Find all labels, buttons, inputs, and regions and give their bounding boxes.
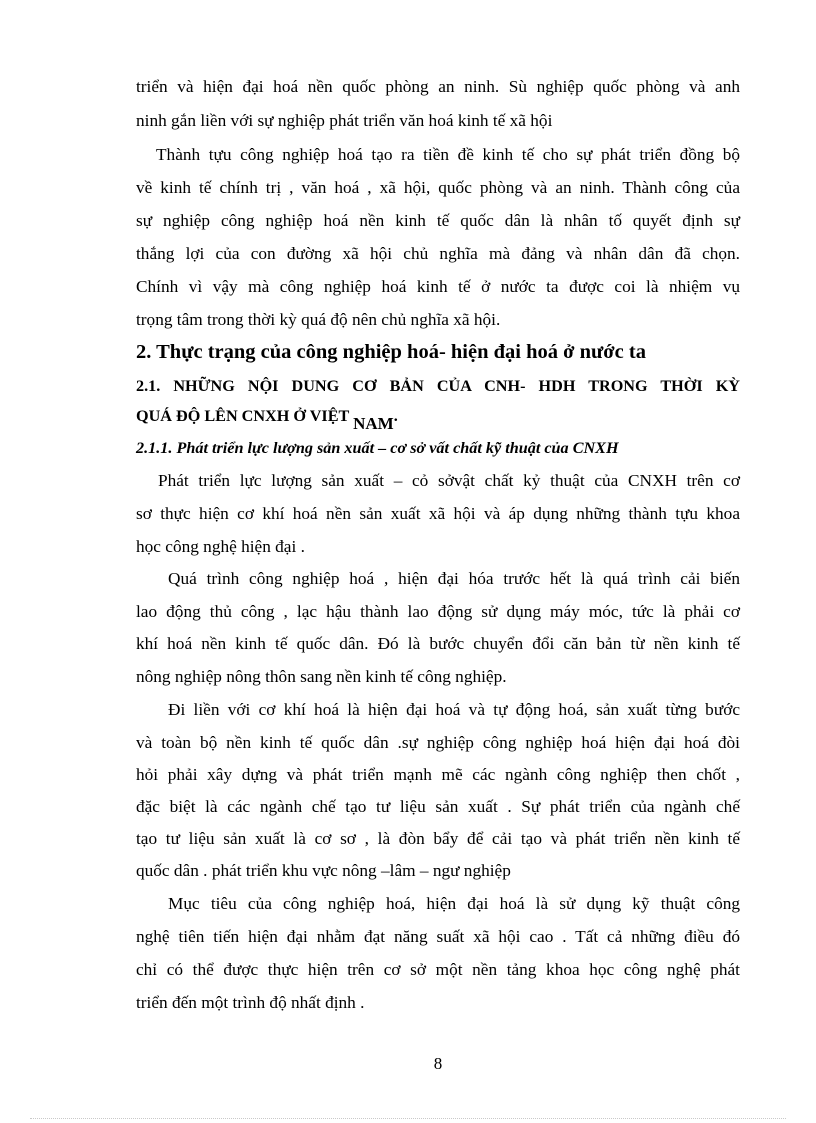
text-line: Phát triển lực lượng sản xuất – cỏ sởvật chất kỷ thuật của CNXH trên cơ bbox=[158, 471, 740, 490]
text-line: hỏi phải xây dựng và phát triển mạnh mẽ các ngành công nghiệp then chốt , bbox=[136, 765, 740, 784]
text-line: triển đến một trình độ nhất định . bbox=[136, 993, 365, 1012]
text-line: về kinh tế chính trị , văn hoá , xã hội, quốc phòng và an ninh. Thành công của bbox=[136, 178, 740, 197]
text-line: học công nghệ hiện đại . bbox=[136, 537, 305, 556]
text-line: sự nghiệp công nghiệp hoá nền kinh tế quốc dân là nhân tố quyết định sự bbox=[136, 211, 740, 230]
text-line: thắng lợi của con đường xã hội chủ nghĩa mà đảng và nhân dân đã chọn. bbox=[136, 244, 740, 263]
subsubsection-heading: 2.1.1. Phát triển lực lượng sản xuất – cơ sở vất chất kỹ thuật của CNXH bbox=[136, 439, 619, 457]
text-line: Thành tựu công nghiệp hoá tạo ra tiền đề kinh tế cho sự phát triển đồng bộ bbox=[156, 145, 740, 164]
text-line: sơ thực hiện cơ khí hoá nền sản xuất xã hội và áp dụng những thành tựu khoa bbox=[136, 504, 740, 523]
text-line: Mục tiêu của công nghiệp hoá, hiện đại hoá là sử dụng kỹ thuật công bbox=[168, 894, 740, 913]
text-line: khí hoá nền kinh tế quốc dân. Đó là bước chuyển đổi căn bản từ nền kinh tế bbox=[136, 634, 740, 653]
text-line: nghệ tiên tiến hiện đại nhằm đạt năng suất xã hội cao . Tất cả những điều đó bbox=[136, 927, 740, 946]
section-heading: 2. Thực trạng của công nghiệp hoá- hiện đại hoá ở nước ta bbox=[136, 341, 646, 363]
text-line: triển và hiện đại hoá nền quốc phòng an ninh. Sù nghiệp quốc phòng và anh bbox=[136, 77, 740, 96]
text-line: Đi liền với cơ khí hoá là hiện đại hoá và tự động hoá, sản xuất từng bước bbox=[168, 700, 740, 719]
heading-period: . bbox=[393, 407, 398, 425]
text-line: và toàn bộ nền kinh tế quốc dân .sự nghiệp công nghiệp hoá hiện đại hoá đòi bbox=[136, 733, 740, 752]
text-line: tạo tư liệu sản xuất là cơ sơ , là đòn bẩy để cải tạo và phát triển nền kinh tế bbox=[136, 829, 740, 848]
text-line: trọng tâm trong thời kỳ quá độ nên chủ nghĩa xã hội. bbox=[136, 310, 501, 329]
text-line: nông nghiệp nông thôn sang nền kinh tế công nghiệp. bbox=[136, 667, 507, 686]
text-line: đặc biệt là các ngành chế tạo tư liệu sản xuất . Sự phát triển của ngành chế bbox=[136, 797, 740, 816]
text-line: Quá trình công nghiệp hoá , hiện đại hóa trước hết là quá trình cải biến bbox=[168, 569, 740, 588]
text-line: lao động thủ công , lạc hậu thành lao động sử dụng máy móc, tức là phải cơ bbox=[136, 602, 740, 621]
heading-subscript-text: NAM bbox=[353, 414, 394, 433]
text-line: quốc dân . phát triển khu vực nông –lâm – ngư nghiệp bbox=[136, 861, 511, 880]
heading-text: QUÁ ĐỘ LÊN CNXH Ở VIỆT bbox=[136, 407, 354, 425]
page-number: 8 bbox=[433, 1054, 443, 1073]
subsection-heading-line bbox=[136, 405, 740, 433]
text-line: Chính vì vậy mà công nghiệp hoá kinh tế ở nước ta được coi là nhiệm vụ bbox=[136, 277, 740, 296]
text-line: chỉ có thể được thực hiện trên cơ sở một nền tảng khoa học công nghệ phát bbox=[136, 960, 740, 979]
subsection-heading-line: 2.1. NHỮNG NỘI DUNG CƠ BẢN CỦA CNH- HDH TRONG THỜI KỲ bbox=[136, 377, 740, 395]
text-line: ninh gắn liền với sự nghiệp phát triển văn hoá kinh tế xã hội bbox=[136, 111, 553, 130]
footer-divider bbox=[30, 1118, 786, 1119]
